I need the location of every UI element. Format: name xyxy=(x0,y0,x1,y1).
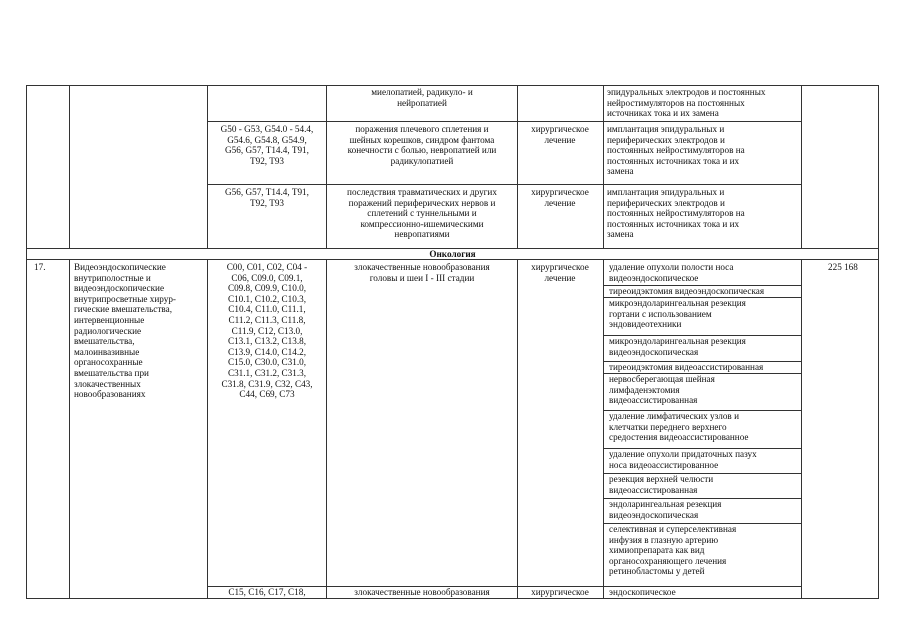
method-cell: селективная и суперселективная инфузия в глазную артерию химиопрепарата как вид органосохраняющего лечения ретинобластомы у детей xyxy=(609,524,737,577)
row-divider xyxy=(207,121,802,122)
method-cell: эндоскопическое xyxy=(609,587,676,597)
item-number: 17. xyxy=(34,262,46,272)
codes-cell: G50 - G53, G54.0 - 54.4, G54.6, G54.8, G54.9, G56, G57, T14.4, T91, T92, T93 xyxy=(220,124,314,166)
column-divider-diagnosis xyxy=(517,85,518,249)
method-cell: тиреоидэктомия видеоассистированная xyxy=(609,362,764,372)
method-cell: микроэндоларингеальная резекция гортани с использованием эндовидеотехники xyxy=(609,298,746,330)
table-border-bottom xyxy=(26,598,879,599)
method-cell: удаление лимфатических узлов и клетчатки переднего верхнего средостения видеоассистированное xyxy=(609,411,749,443)
column-divider-number xyxy=(69,259,70,599)
diagnosis-cell: миелопатией, радикуло- и нейропатией xyxy=(371,87,473,108)
method-cell: эпидуральных электродов и постоянных нейростимуляторов на постоянных источниках тока и их замена xyxy=(607,87,766,119)
diagnosis-cell: злокачественные новообразования головы и шеи I - III стадии xyxy=(354,262,490,283)
treatment-cell: хирургическое лечение xyxy=(531,187,589,208)
treatment-cell: хирургическое xyxy=(531,587,589,597)
section-title: Онкология xyxy=(429,249,476,259)
treatment-cell: хирургическое лечение xyxy=(531,262,589,283)
method-cell: нервосберегающая шейная лимфаденэктомия видеоассистированная xyxy=(609,374,715,406)
item-name: Видеоэндоскопические внутриполостные и видеоэндоскопические внутрипросветные хирур- гические вмешательства, интервенционные радиологические вмешательства, малоинвазивные органосохранные вмешательства при злокачественных новообразованиях xyxy=(74,262,176,400)
column-divider-diagnosis xyxy=(517,259,518,599)
codes-cell: C00, C01, C02, C04 - C06, C09.0, C09.1, C09.8, C09.9, C10.0, C10.1, C10.2, C10.3, C10.4, C11.0, C11.1, C11.2, C11.3, C11.8, C11.9, C12, C13.0, C13.1, C13.2, C13.8, C13.9, C14.0, C14.2, C15.0, C30.0, C31.0, C31.1, C31.2, C31.3, C31.8, C31.9, C32, C43, C44, C69, C73 xyxy=(221,262,313,400)
column-divider-methods xyxy=(801,85,802,249)
column-divider-codes xyxy=(326,85,327,249)
method-cell: удаление опухоли полости носа видеоэндоскопическое xyxy=(609,262,734,283)
column-divider-name xyxy=(207,259,208,599)
column-divider-number xyxy=(69,85,70,249)
column-divider-codes xyxy=(326,259,327,599)
column-divider-treatment xyxy=(603,85,604,249)
treatment-cell: хирургическое лечение xyxy=(531,124,589,145)
row-divider xyxy=(207,184,802,185)
table-border-right xyxy=(878,85,879,599)
method-cell: имплантация эпидуральных и периферических электродов и постоянных нейростимуляторов на постоянных источниках тока и их замена xyxy=(607,124,745,177)
column-divider-name xyxy=(207,85,208,249)
item-cost: 225 168 xyxy=(828,262,858,272)
diagnosis-cell: поражения плечевого сплетения и шейных корешков, синдром фантома конечности с болью, невропатией или радикулопатией xyxy=(347,124,497,166)
method-cell: эндоларингеальная резекция видеоэндоскопическая xyxy=(609,499,722,520)
method-cell: резекция верхней челюсти видеоассистированная xyxy=(609,474,714,495)
column-divider-methods xyxy=(801,259,802,599)
method-cell: имплантация эпидуральных и периферических электродов и постоянных нейростимуляторов на постоянных источниках тока и их замена xyxy=(607,187,745,240)
diagnosis-cell: последствия травматических и других поражений периферических нервов и сплетений с туннельными и компрессионно-ишемическими невропатиями xyxy=(347,187,497,240)
codes-cell: G56, G57, T14.4, T91, T92, T93 xyxy=(225,187,309,208)
table-border-top xyxy=(26,85,879,86)
method-cell: тиреоидэктомия видеоэндоскопическая xyxy=(609,286,765,296)
column-divider-treatment xyxy=(603,259,604,599)
method-cell: удаление опухоли придаточных пазух носа видеоассистированное xyxy=(609,449,757,470)
table-border-left xyxy=(26,85,27,599)
codes-cell: C15, C16, C17, C18, xyxy=(228,587,306,597)
diagnosis-cell: злокачественные новообразования xyxy=(354,587,490,597)
method-cell: микроэндоларингеальная резекция видеоэндоскопическая xyxy=(609,336,746,357)
